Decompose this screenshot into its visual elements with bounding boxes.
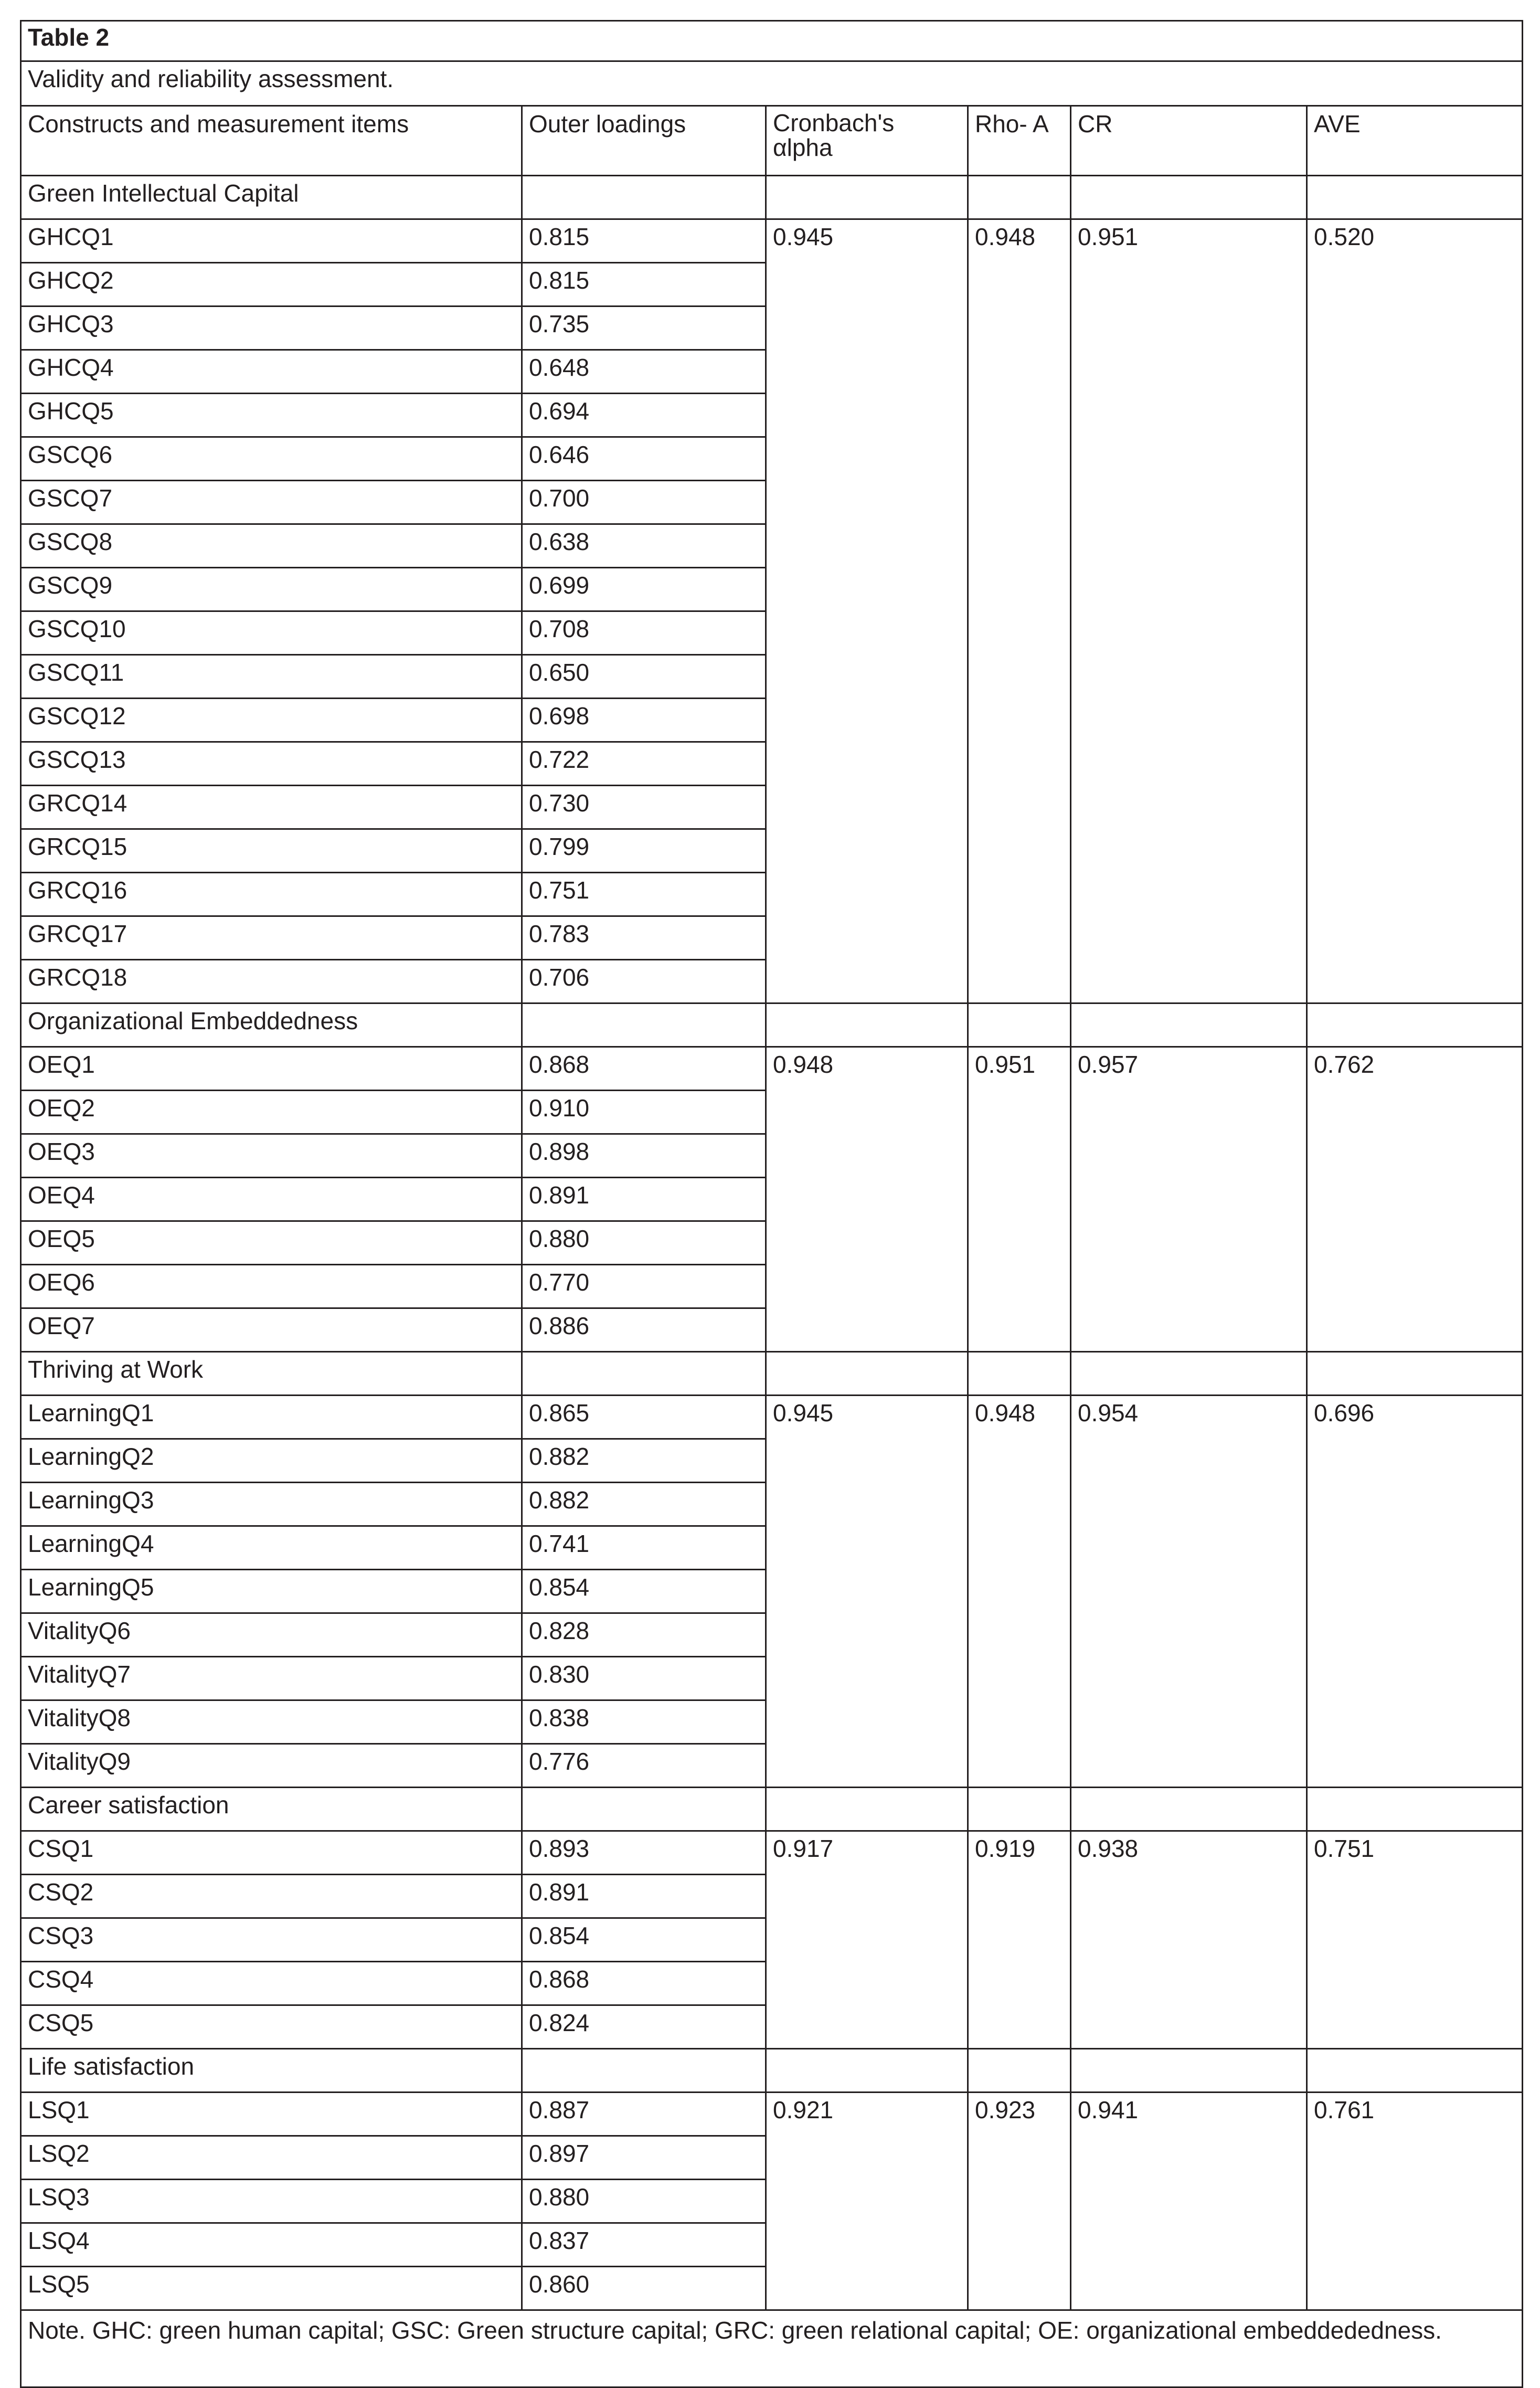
section-cr: 0.957 — [1071, 1047, 1307, 1352]
column-header-items: Constructs and measurement items — [21, 106, 522, 176]
item-name: GRCQ15 — [21, 829, 522, 873]
item-outer-loading: 0.898 — [522, 1134, 766, 1178]
table-row — [21, 1396, 1523, 1439]
item-outer-loading: 0.854 — [522, 1918, 766, 1962]
item-name: CSQ5 — [21, 2005, 522, 2049]
section-cr-blank — [1071, 2049, 1307, 2093]
item-outer-loading: 0.891 — [522, 1875, 766, 1918]
section-header-row — [21, 2049, 1523, 2093]
section-cr-blank — [1071, 1003, 1307, 1047]
item-outer-loading: 0.880 — [522, 1221, 766, 1265]
item-outer-loading: 0.891 — [522, 1178, 766, 1221]
section-cr: 0.954 — [1071, 1396, 1307, 1788]
section-ave-blank — [1307, 1352, 1523, 1396]
section-ave-blank — [1307, 1788, 1523, 1831]
section-cronbach-alpha: 0.948 — [766, 1047, 968, 1352]
section-rho-a: 0.919 — [968, 1831, 1071, 2049]
section-ave-blank — [1307, 2049, 1523, 2093]
section-header-row — [21, 1352, 1523, 1396]
item-name: LSQ5 — [21, 2267, 522, 2310]
section-rho-blank — [968, 1352, 1071, 1396]
item-name: GSCQ12 — [21, 699, 522, 742]
section-rho-blank — [968, 176, 1071, 219]
section-cronbach-alpha: 0.921 — [766, 2093, 968, 2310]
item-name: GRCQ17 — [21, 916, 522, 960]
item-outer-loading: 0.648 — [522, 350, 766, 394]
section-ave-blank — [1307, 1003, 1523, 1047]
item-name: GSCQ9 — [21, 568, 522, 611]
section-ave: 0.751 — [1307, 1831, 1523, 2049]
section-rho-a: 0.923 — [968, 2093, 1071, 2310]
item-outer-loading: 0.887 — [522, 2093, 766, 2136]
section-outer-loadings-blank — [522, 1003, 766, 1047]
item-outer-loading: 0.776 — [522, 1744, 766, 1788]
section-alpha-blank — [766, 1003, 968, 1047]
item-name: GSCQ6 — [21, 437, 522, 481]
item-outer-loading: 0.698 — [522, 699, 766, 742]
section-alpha-blank — [766, 176, 968, 219]
item-outer-loading: 0.886 — [522, 1308, 766, 1352]
item-outer-loading: 0.650 — [522, 655, 766, 699]
table-caption: Validity and reliability assessment. — [21, 61, 1523, 106]
section-cronbach-alpha: 0.945 — [766, 219, 968, 1003]
table-label: Table 2 — [21, 21, 1523, 61]
item-name: LSQ4 — [21, 2223, 522, 2267]
item-name: LSQ3 — [21, 2180, 522, 2223]
item-name: LSQ1 — [21, 2093, 522, 2136]
section-cr-blank — [1071, 1788, 1307, 1831]
section-cronbach-alpha: 0.917 — [766, 1831, 968, 2049]
item-name: GSCQ13 — [21, 742, 522, 786]
item-name: OEQ1 — [21, 1047, 522, 1091]
section-cr: 0.941 — [1071, 2093, 1307, 2310]
section-rho-a: 0.948 — [968, 219, 1071, 1003]
section-ave: 0.762 — [1307, 1047, 1523, 1352]
item-name: LearningQ2 — [21, 1439, 522, 1483]
item-outer-loading: 0.882 — [522, 1439, 766, 1483]
item-name: GHCQ4 — [21, 350, 522, 394]
item-name: GSCQ10 — [21, 611, 522, 655]
table-row — [21, 219, 1523, 263]
section-cr: 0.938 — [1071, 1831, 1307, 2049]
item-outer-loading: 0.700 — [522, 481, 766, 524]
item-name: OEQ2 — [21, 1091, 522, 1134]
item-name: OEQ7 — [21, 1308, 522, 1352]
item-name: GRCQ18 — [21, 960, 522, 1003]
section-cr-blank — [1071, 176, 1307, 219]
item-name: OEQ6 — [21, 1265, 522, 1308]
item-outer-loading: 0.897 — [522, 2136, 766, 2180]
section-rho-blank — [968, 2049, 1071, 2093]
item-name: GSCQ8 — [21, 524, 522, 568]
section-header-row — [21, 1788, 1523, 1831]
item-outer-loading: 0.722 — [522, 742, 766, 786]
item-outer-loading: 0.638 — [522, 524, 766, 568]
section-rho-blank — [968, 1003, 1071, 1047]
item-name: VitalityQ9 — [21, 1744, 522, 1788]
item-name: VitalityQ6 — [21, 1613, 522, 1657]
validity-reliability-table — [20, 20, 1523, 2388]
section-name: Green Intellectual Capital — [21, 176, 522, 219]
table-caption-row — [21, 61, 1523, 106]
column-header-ave: AVE — [1307, 106, 1523, 176]
section-outer-loadings-blank — [522, 1352, 766, 1396]
item-outer-loading: 0.646 — [522, 437, 766, 481]
section-alpha-blank — [766, 1352, 968, 1396]
item-outer-loading: 0.783 — [522, 916, 766, 960]
item-outer-loading: 0.751 — [522, 873, 766, 916]
section-ave: 0.520 — [1307, 219, 1523, 1003]
item-name: GRCQ14 — [21, 786, 522, 829]
item-name: OEQ4 — [21, 1178, 522, 1221]
table-body — [21, 21, 1523, 2387]
item-name: CSQ2 — [21, 1875, 522, 1918]
section-cronbach-alpha: 0.945 — [766, 1396, 968, 1788]
item-outer-loading: 0.699 — [522, 568, 766, 611]
section-ave: 0.761 — [1307, 2093, 1523, 2310]
cronbach-line-2: αlpha — [773, 133, 833, 161]
item-name: CSQ1 — [21, 1831, 522, 1875]
item-name: LearningQ5 — [21, 1570, 522, 1613]
item-name: OEQ5 — [21, 1221, 522, 1265]
item-outer-loading: 0.880 — [522, 2180, 766, 2223]
item-outer-loading: 0.741 — [522, 1526, 766, 1570]
item-name: GRCQ16 — [21, 873, 522, 916]
table-row — [21, 1831, 1523, 1875]
item-name: LearningQ3 — [21, 1483, 522, 1526]
section-cr-blank — [1071, 1352, 1307, 1396]
section-name: Thriving at Work — [21, 1352, 522, 1396]
item-outer-loading: 0.770 — [522, 1265, 766, 1308]
section-alpha-blank — [766, 1788, 968, 1831]
table-note-row — [21, 2310, 1523, 2387]
item-outer-loading: 0.868 — [522, 1962, 766, 2005]
section-rho-blank — [968, 1788, 1071, 1831]
item-outer-loading: 0.830 — [522, 1657, 766, 1700]
section-name: Life satisfaction — [21, 2049, 522, 2093]
item-name: GHCQ2 — [21, 263, 522, 307]
item-name: VitalityQ7 — [21, 1657, 522, 1700]
item-name: GHCQ3 — [21, 307, 522, 350]
section-alpha-blank — [766, 2049, 968, 2093]
item-name: GSCQ7 — [21, 481, 522, 524]
item-outer-loading: 0.815 — [522, 263, 766, 307]
table-row — [21, 1047, 1523, 1091]
item-name: LSQ2 — [21, 2136, 522, 2180]
table-label-row — [21, 21, 1523, 61]
item-outer-loading: 0.860 — [522, 2267, 766, 2310]
item-outer-loading: 0.868 — [522, 1047, 766, 1091]
item-outer-loading: 0.910 — [522, 1091, 766, 1134]
item-name: LearningQ4 — [21, 1526, 522, 1570]
item-outer-loading: 0.824 — [522, 2005, 766, 2049]
item-name: GHCQ5 — [21, 394, 522, 437]
section-name: Career satisfaction — [21, 1788, 522, 1831]
item-name: LearningQ1 — [21, 1396, 522, 1439]
item-name: GSCQ11 — [21, 655, 522, 699]
item-outer-loading: 0.799 — [522, 829, 766, 873]
table-header-row — [21, 106, 1523, 176]
item-name: CSQ3 — [21, 1918, 522, 1962]
cronbach-line-1: Cronbach's — [773, 109, 895, 136]
section-ave: 0.696 — [1307, 1396, 1523, 1788]
item-outer-loading: 0.694 — [522, 394, 766, 437]
item-name: CSQ4 — [21, 1962, 522, 2005]
section-outer-loadings-blank — [522, 1788, 766, 1831]
section-name: Organizational Embeddedness — [21, 1003, 522, 1047]
item-outer-loading: 0.735 — [522, 307, 766, 350]
section-outer-loadings-blank — [522, 2049, 766, 2093]
section-ave-blank — [1307, 176, 1523, 219]
column-header-rho-a: Rho- A — [968, 106, 1071, 176]
item-outer-loading: 0.730 — [522, 786, 766, 829]
section-outer-loadings-blank — [522, 176, 766, 219]
table-note: Note. GHC: green human capital; GSC: Green structure capital; GRC: green relational capital; OE: organizational embeddededness. — [21, 2310, 1523, 2387]
item-outer-loading: 0.893 — [522, 1831, 766, 1875]
column-header-outer-loadings: Outer loadings — [522, 106, 766, 176]
item-outer-loading: 0.837 — [522, 2223, 766, 2267]
item-outer-loading: 0.828 — [522, 1613, 766, 1657]
item-outer-loading: 0.708 — [522, 611, 766, 655]
item-name: OEQ3 — [21, 1134, 522, 1178]
column-header-cr: CR — [1071, 106, 1307, 176]
column-header-cronbach-alpha — [766, 106, 968, 176]
item-outer-loading: 0.815 — [522, 219, 766, 263]
section-rho-a: 0.948 — [968, 1396, 1071, 1788]
item-name: GHCQ1 — [21, 219, 522, 263]
item-outer-loading: 0.865 — [522, 1396, 766, 1439]
item-outer-loading: 0.882 — [522, 1483, 766, 1526]
section-cr: 0.951 — [1071, 219, 1307, 1003]
table-row — [21, 2093, 1523, 2136]
section-rho-a: 0.951 — [968, 1047, 1071, 1352]
item-outer-loading: 0.854 — [522, 1570, 766, 1613]
section-header-row — [21, 176, 1523, 219]
item-name: VitalityQ8 — [21, 1700, 522, 1744]
item-outer-loading: 0.838 — [522, 1700, 766, 1744]
section-header-row — [21, 1003, 1523, 1047]
item-outer-loading: 0.706 — [522, 960, 766, 1003]
